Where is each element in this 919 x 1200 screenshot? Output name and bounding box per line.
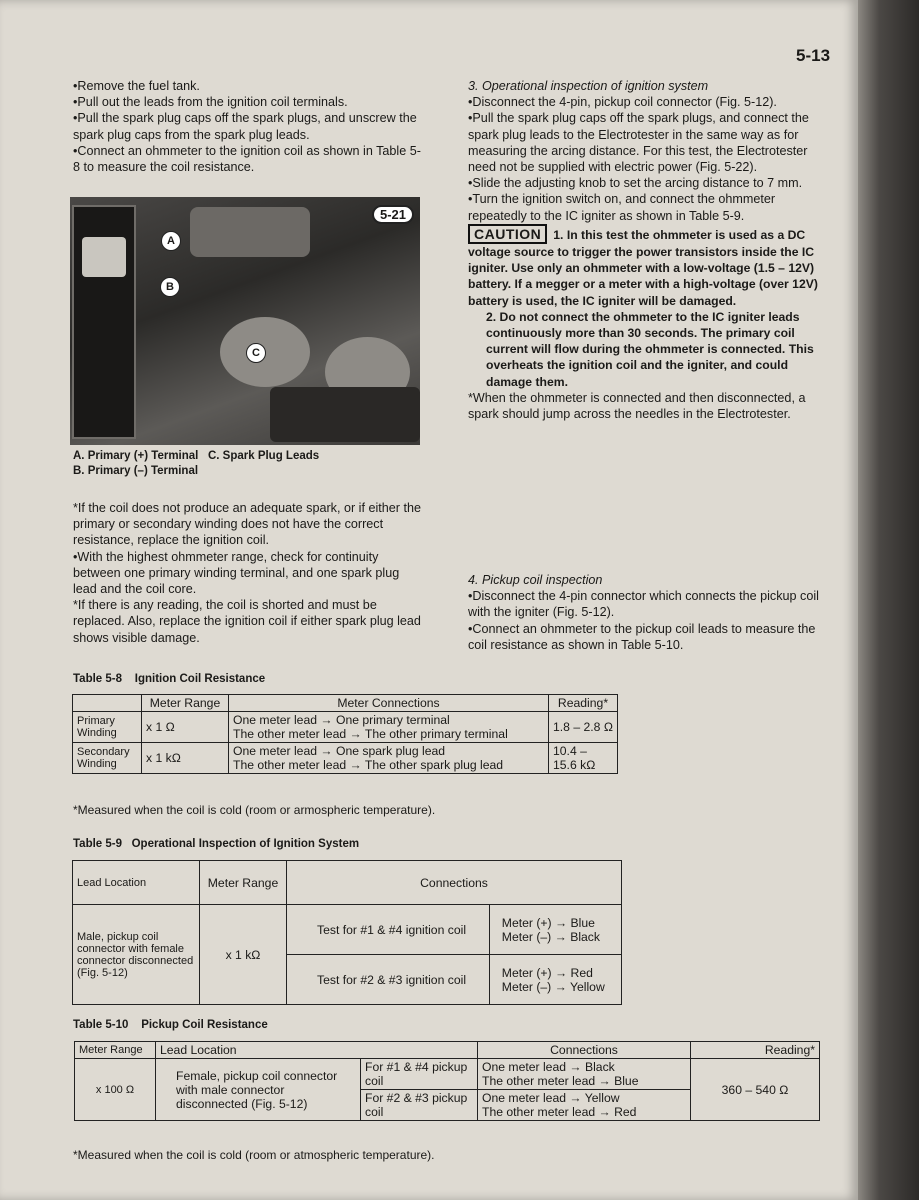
figure-number-tag: 5-21 bbox=[372, 205, 414, 224]
table-5-10-for-2-connections bbox=[478, 1090, 691, 1121]
table-5-9 bbox=[72, 860, 622, 1005]
table-5-9-title: Operational Inspection of Ignition System bbox=[131, 838, 360, 850]
caption-b: B. Primary (–) Terminal bbox=[73, 465, 199, 477]
caption-c: C. Spark Plug Leads bbox=[207, 450, 320, 462]
right-column-pickup bbox=[468, 572, 830, 653]
figure-caption bbox=[73, 449, 319, 479]
table-5-8-header-connections: Meter Connections bbox=[229, 695, 549, 712]
table-5-8-row-reading: 1.8 – 2.8 Ω bbox=[549, 712, 618, 743]
table-5-10-caption bbox=[73, 1019, 268, 1031]
left-column-intro bbox=[73, 78, 427, 175]
note-spark-jump: *When the ohmmeter is connected and then disconnected, a spark should jump across the needles in the Electrotester. bbox=[468, 390, 806, 422]
step-disconnect-4pin: •Disconnect the 4-pin, pickup coil connector (Fig. 5-12). bbox=[468, 95, 777, 110]
table-5-10-header-connections: Connections bbox=[478, 1042, 691, 1059]
table-5-9-caption bbox=[73, 838, 359, 850]
note-no-spark: *If the coil does not produce an adequate spark, or if either the primary or secondary winding does not have the correct resistance, replace the ignition coil. bbox=[73, 501, 421, 548]
connection-line: The other meter lead → Blue bbox=[482, 1074, 639, 1088]
connection-line: Meter (+) → Blue bbox=[501, 915, 595, 930]
connection-line: The other meter lead → The other spark plug lead bbox=[233, 758, 504, 772]
step-pull-leads: •Pull out the leads from the ignition coil terminals. bbox=[73, 95, 348, 110]
step-disconnect-pickup: •Disconnect the 4-pin connector which connects the pickup coil with the igniter (Fig. 5-12). bbox=[468, 589, 819, 620]
table-5-8-row-reading: 10.4 – 15.6 kΩ bbox=[549, 743, 618, 774]
connection-line: One meter lead → One primary terminal bbox=[233, 713, 450, 727]
table-5-8-row-label: Secondary Winding bbox=[73, 743, 142, 774]
connection-line: One meter lead → Black bbox=[482, 1060, 615, 1074]
step-measure-pickup: •Connect an ohmmeter to the pickup coil leads to measure the coil resistance as shown in Table 5-10. bbox=[468, 621, 816, 652]
table-5-10-note: *Measured when the coil is cold (room or atmospheric temperature). bbox=[73, 1148, 435, 1162]
table-5-9-header-lead: Lead Location bbox=[73, 861, 200, 905]
page-number: 5-13 bbox=[796, 46, 831, 65]
note-shorted: *If there is any reading, the coil is shorted and must be replaced. Also, replace the ignition coil if either spark plug lead shows visible damage. bbox=[73, 598, 421, 645]
caution-item-1: 1. In this test the ohmmeter is used as a DC voltage source to trigger the power transistors inside the IC igniter. Use only an ohmmeter with a low-voltage (1.5 – 12V) battery. If a megger or a meter with a high-voltage (over 12V) battery is used, the IC igniter will be damaged. bbox=[468, 227, 818, 308]
caution-item-2: 2. Do not connect the ohmmeter to the IC igniter leads continuously more than 30 seconds. The primary coil current will flow during the ohmmeter is connected. This overheats the ignition coil and the igniter, and could damage them. bbox=[486, 309, 814, 389]
table-5-10-header-lead: Lead Location bbox=[156, 1042, 478, 1059]
table-5-8-header-range: Meter Range bbox=[142, 695, 229, 712]
page-edge-shadow bbox=[858, 0, 919, 1200]
ohmmeter-image bbox=[72, 205, 136, 439]
table-5-10-reading: 360 – 540 Ω bbox=[691, 1059, 820, 1121]
step-adjusting-knob: •Slide the adjusting knob to set the arcing distance to 7 mm. bbox=[468, 176, 803, 191]
table-5-10-number: Table 5-10 bbox=[73, 1019, 129, 1031]
connection-line: Meter (–) → Black bbox=[501, 929, 600, 944]
table-5-10-for-2: For #2 & #3 pickup coil bbox=[361, 1090, 478, 1121]
step-connect-ohmmeter: •Connect an ohmmeter to the ignition coil as shown in Table 5-8 to measure the coil resistance. bbox=[73, 143, 421, 175]
connection-line: Meter (–) → Yellow bbox=[501, 979, 605, 994]
table-5-9-header-connections: Connections bbox=[287, 861, 622, 905]
heading-pickup-coil: 4. Pickup coil inspection bbox=[468, 573, 603, 587]
connection-line: One meter lead → Yellow bbox=[482, 1091, 620, 1105]
callout-b: B bbox=[160, 277, 180, 297]
caution-label: CAUTION bbox=[468, 224, 547, 244]
table-5-8-row-connections bbox=[229, 712, 549, 743]
table-5-9-test-2: Test for #2 & #3 ignition coil bbox=[287, 955, 490, 1005]
left-column-after bbox=[73, 500, 423, 646]
table-5-10 bbox=[74, 1041, 820, 1121]
heading-operational-inspection: 3. Operational inspection of ignition system bbox=[468, 79, 709, 93]
table-5-8-header-reading: Reading* bbox=[549, 695, 618, 712]
step-continuity: •With the highest ohmmeter range, check for continuity between one primary winding terminal, and one spark plug lead and the coil core. bbox=[73, 549, 400, 597]
table-5-8-row-range: x 1 Ω bbox=[142, 712, 229, 743]
table-5-8-number: Table 5-8 bbox=[73, 673, 122, 685]
table-5-9-lead-location: Male, pickup coil connector with female connector disconnected (Fig. 5-12) bbox=[73, 905, 200, 1005]
table-5-9-test-1-connections bbox=[489, 905, 621, 955]
table-5-10-title: Pickup Coil Resistance bbox=[141, 1019, 268, 1031]
table-5-10-for-1: For #1 & #4 pickup coil bbox=[361, 1059, 478, 1090]
table-5-10-header-reading: Reading* bbox=[691, 1042, 820, 1059]
table-5-8-row-connections bbox=[229, 743, 549, 774]
table-5-9-test-1: Test for #1 & #4 ignition coil bbox=[287, 905, 490, 955]
caption-a: A. Primary (+) Terminal bbox=[73, 450, 199, 462]
callout-a: A bbox=[161, 231, 181, 251]
table-5-10-header-range: Meter Range bbox=[75, 1042, 156, 1059]
step-electrotester: •Pull the spark plug caps off the spark plugs, and connect the spark plug leads to the Electrotester in the same way as for measuring the arcing distance. For this test, the Electrotester need not be supplied with electric power (Fig. 5-22). bbox=[468, 111, 809, 175]
right-column bbox=[468, 78, 830, 422]
connection-line: The other meter lead → Red bbox=[482, 1105, 637, 1119]
step-pull-caps: •Pull the spark plug caps off the spark plugs, and unscrew the spark plug caps from the spark plug leads. bbox=[73, 111, 417, 142]
table-5-9-header-range: Meter Range bbox=[200, 861, 287, 905]
connection-line: The other meter lead → The other primary terminal bbox=[233, 727, 508, 741]
table-5-8-caption bbox=[73, 673, 265, 685]
table-5-10-for-1-connections bbox=[478, 1059, 691, 1090]
table-5-8 bbox=[72, 694, 618, 774]
connection-line: One meter lead → One spark plug lead bbox=[233, 744, 446, 758]
figure-5-21-photo bbox=[70, 197, 420, 445]
table-5-8-row-label: Primary Winding bbox=[73, 712, 142, 743]
step-ignition-on: •Turn the ignition switch on, and connect the ohmmeter repeatedly to the IC igniter as shown in Table 5-9. bbox=[468, 192, 776, 223]
table-5-9-number: Table 5-9 bbox=[73, 838, 122, 850]
table-5-10-range: x 100 Ω bbox=[75, 1059, 156, 1121]
table-5-10-lead-location: Female, pickup coil connector with male connector disconnected (Fig. 5-12) bbox=[156, 1059, 361, 1121]
table-5-8-header-blank bbox=[73, 695, 142, 712]
table-5-8-row-range: x 1 kΩ bbox=[142, 743, 229, 774]
connection-line: Meter (+) → Red bbox=[501, 965, 593, 980]
step-remove-fuel-tank: •Remove the fuel tank. bbox=[73, 79, 200, 93]
table-5-9-test-2-connections bbox=[489, 955, 621, 1005]
table-5-8-note: *Measured when the coil is cold (room or armospheric temperature). bbox=[73, 803, 436, 817]
table-5-9-range: x 1 kΩ bbox=[200, 905, 287, 1005]
callout-c: C bbox=[246, 343, 266, 363]
table-5-8-title: Ignition Coil Resistance bbox=[134, 673, 266, 685]
